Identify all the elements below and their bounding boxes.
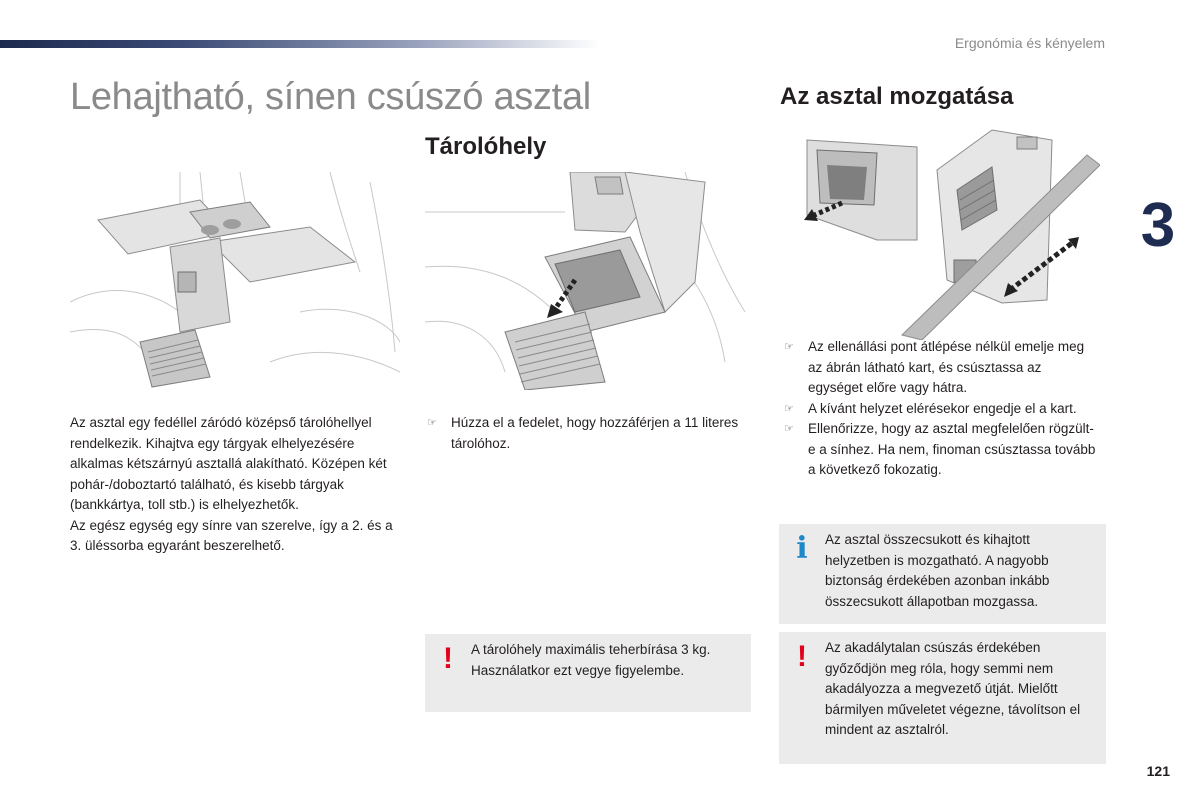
intro-text: [70, 413, 405, 557]
warning-text: A tárolóhely maximális teherbírása 3 kg. Használatkor ezt vegye figyelembe.: [471, 642, 711, 678]
storage-heading: Tárolóhely: [425, 133, 547, 160]
moving-info-box: [779, 524, 1106, 624]
list-item: [782, 399, 1098, 420]
chapter-number: 3: [1140, 191, 1176, 260]
storage-illustration: [425, 172, 753, 390]
warning-icon: !: [443, 642, 453, 675]
warning-text: Az akadálytalan csúszás érdekében győződjön meg róla, hogy semmi nem akadályozza a megvezető útját. Mielőtt bármilyen műveletet végezne, távolítson el mindent az asztalról.: [825, 640, 1081, 737]
pointing-hand-icon: ☞: [427, 417, 437, 429]
storage-bullet-list: [425, 413, 745, 454]
bullet-text: A kívánt helyzet elérésekor engedje el a kart.: [808, 400, 1077, 416]
table-moving-illustration: [782, 125, 1100, 340]
section-name: Ergonómia és kényelem: [954, 35, 1105, 51]
list-item: [782, 419, 1098, 481]
page-number: 121: [1146, 763, 1170, 779]
info-icon: i: [796, 531, 808, 566]
storage-warning-box: [425, 634, 751, 712]
moving-heading: Az asztal mozgatása: [780, 83, 1014, 110]
intro-paragraph: Az egész egység egy sínre van szerelve, így a 2. és a 3. üléssorba egyaránt beszerelhető.: [70, 517, 393, 553]
info-text: Az asztal összecsukott és kihajtott helyzetben is mozgatható. A nagyobb biztonság érdekében azonban inkább összecsukott állapotban mozgassa.: [825, 532, 1050, 609]
warning-icon: !: [797, 640, 807, 673]
pointing-hand-icon: ☞: [784, 402, 794, 415]
table-unfolded-illustration: [70, 172, 400, 390]
pointing-hand-icon: ☞: [784, 423, 794, 435]
moving-warning-box: [779, 632, 1106, 764]
moving-bullet-list: [782, 337, 1098, 481]
pointing-hand-icon: ☞: [784, 341, 794, 353]
bullet-text: Az ellenállási pont átlépése nélkül emelje meg az ábrán látható kart, és csúsztassa az egységet előre vagy hátra.: [808, 339, 1085, 395]
list-item: [782, 337, 1098, 399]
intro-paragraph: Az asztal egy fedéllel záródó középső tárolóhellyel rendelkezik. Kihajtva egy tárgyak elhelyezésére alkalmas kétszárnyú asztallá alakítható. Középen két pohár-/doboztartó található, és kisebb tárgyak (bankkártya, toll stb.) is elhelyezhetők.: [70, 415, 387, 512]
page-title: Lehajtható, sínen csúszó asztal: [70, 76, 591, 118]
list-item: [425, 413, 745, 454]
bullet-text: Ellenőrizze, hogy az asztal megfelelően rögzült-e a sínhez. Ha nem, finoman csúsztassa tovább a következő fokozatig.: [808, 421, 1096, 477]
header-color-bar: [0, 40, 600, 48]
bullet-text: Húzza el a fedelet, hogy hozzáférjen a 11 literes tárolóhoz.: [451, 415, 739, 451]
